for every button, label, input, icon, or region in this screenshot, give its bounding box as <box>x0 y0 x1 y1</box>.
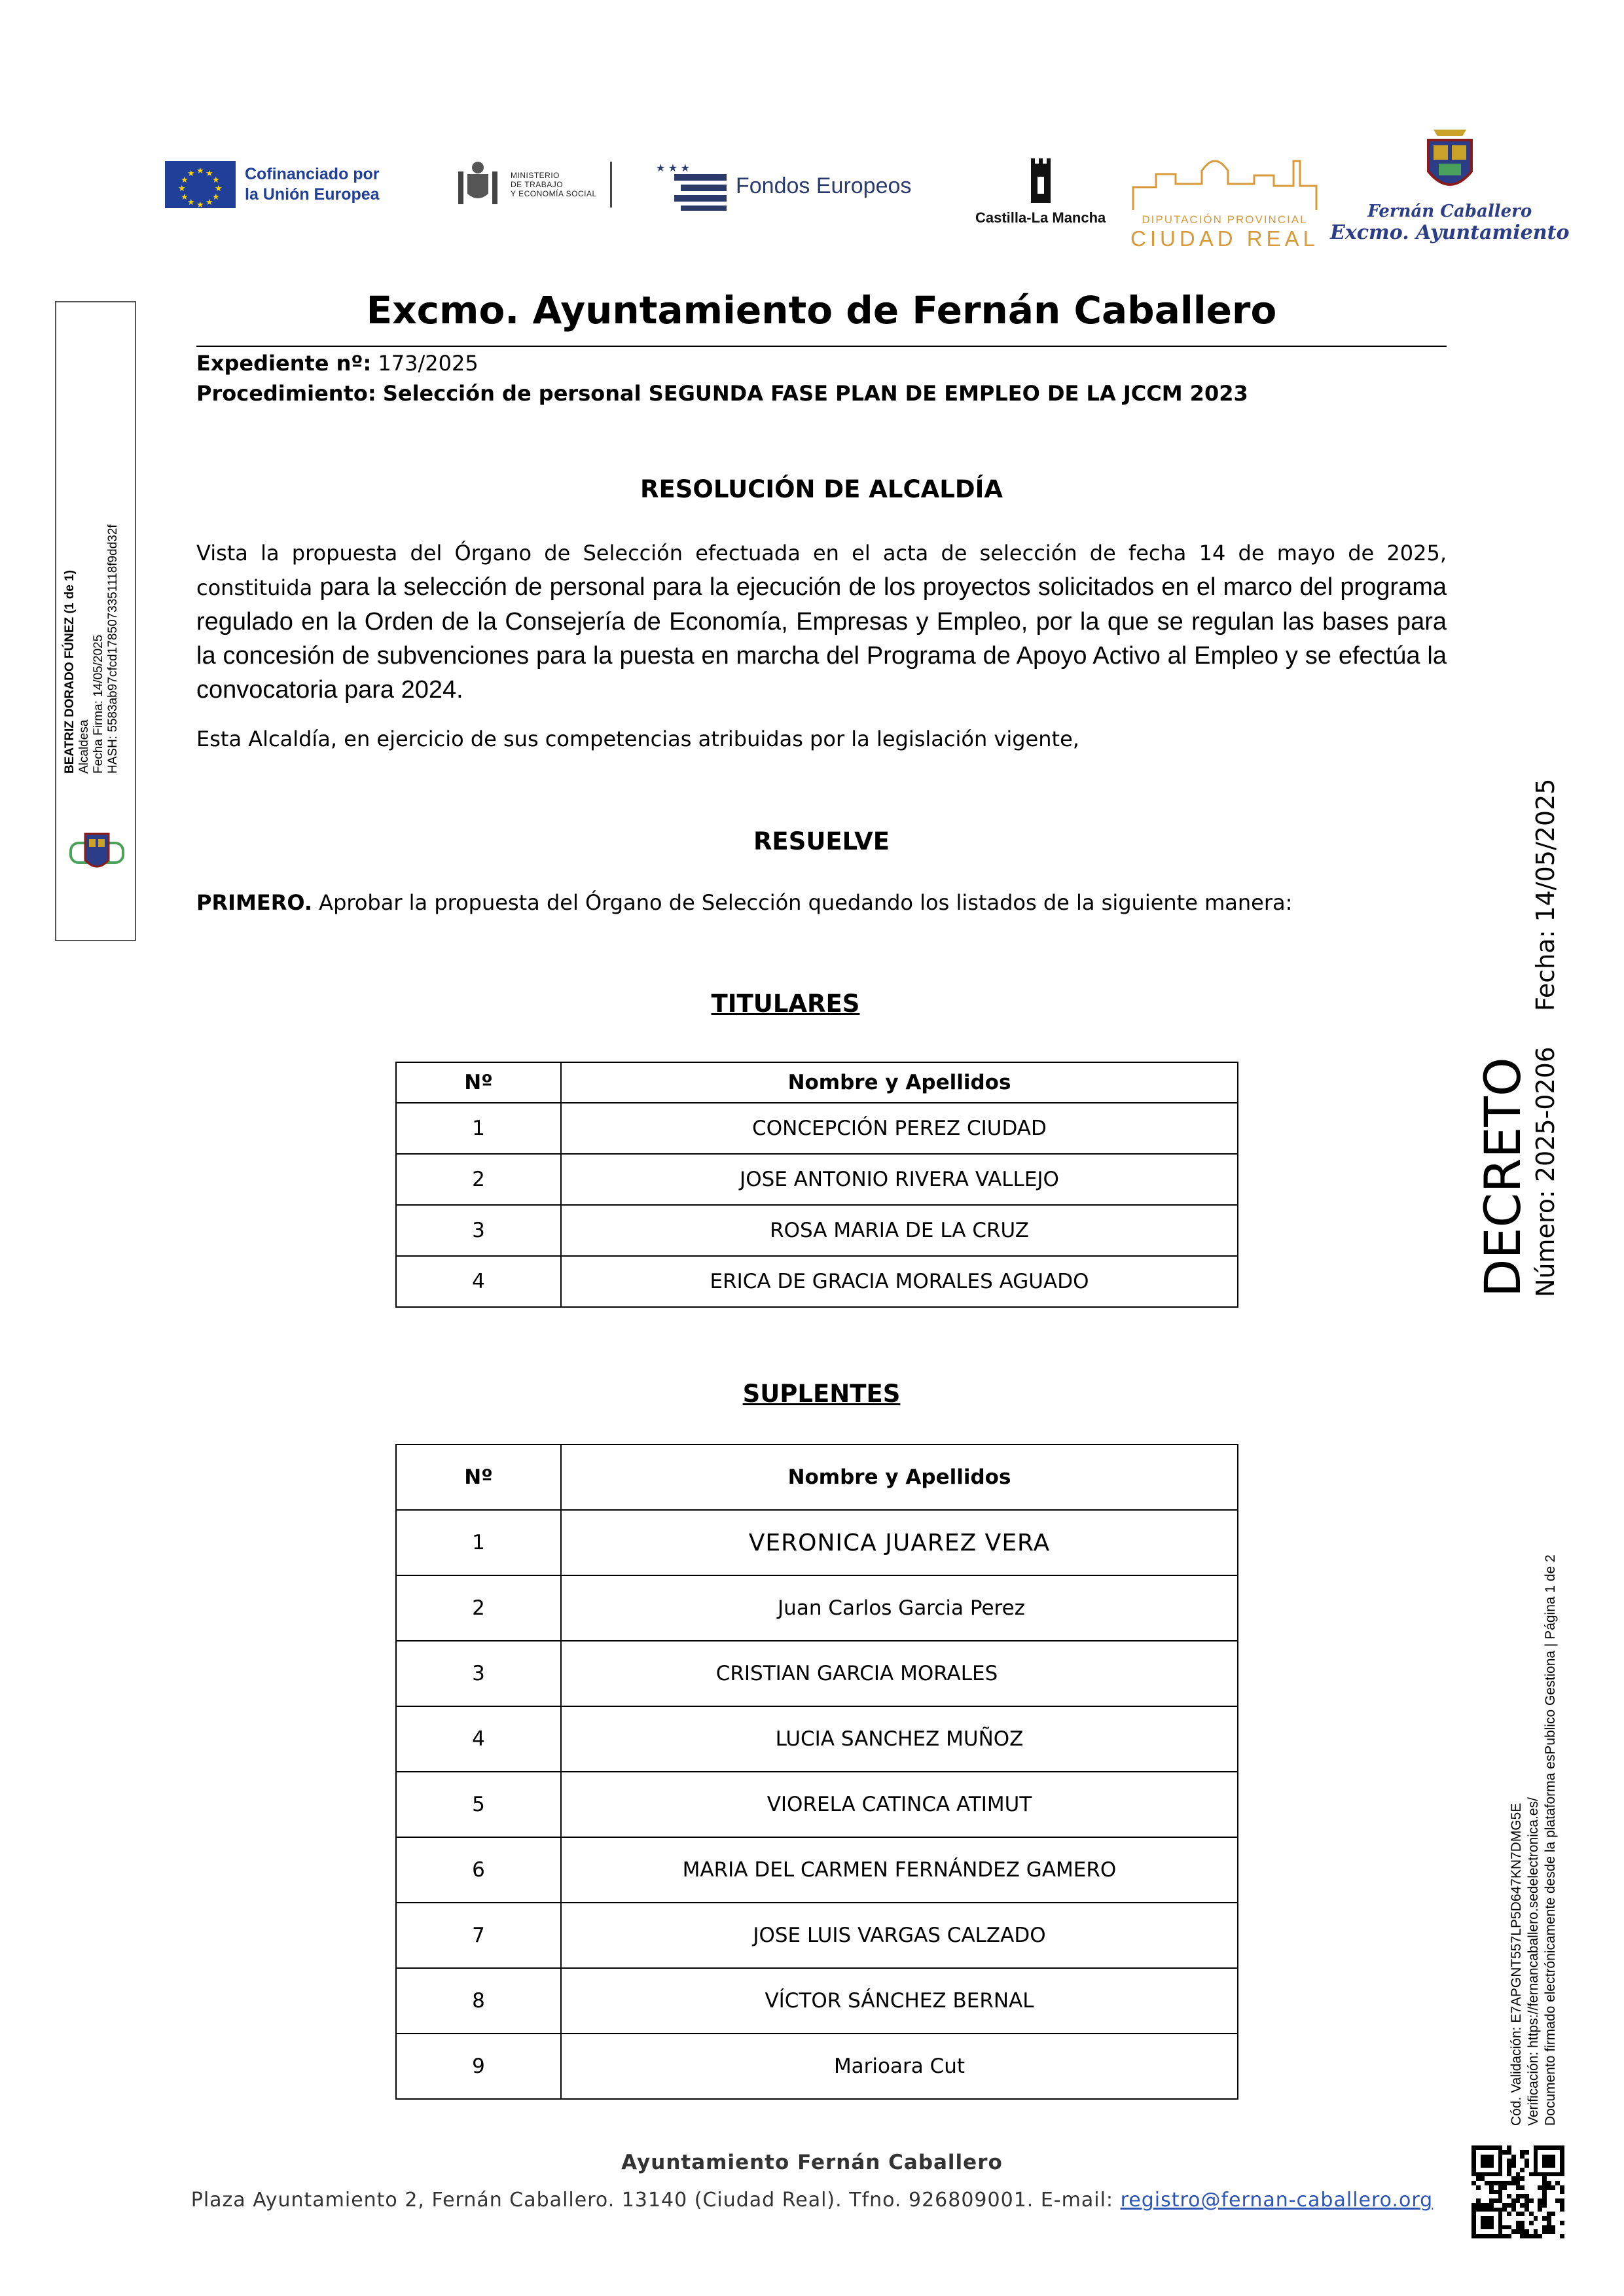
ministry-line3: Y ECONOMÍA SOCIAL <box>511 189 597 198</box>
titular-row <box>396 1205 1238 1256</box>
primero-text: Aprobar la propuesta del Órgano de Selección quedando los listados de la siguiente manera: <box>319 890 1293 915</box>
row-number: 8 <box>396 1968 561 2034</box>
suplente-row <box>396 1968 1238 2034</box>
ministry-line2: DE TRABAJO <box>511 180 564 189</box>
footer-address-line <box>0 2189 1624 2212</box>
paragraph-1-rest: para la selección de personal para la ejecución de los proyectos solicitados en el marco del programa regulado en la Orden de la Consejería de Economía, Empresas y Empleo, por la que se regulan las bases para la concesión de subvenciones para la puesta en marcha del Programa de Apoyo Activo al Empleo y se efectúa la convocatoria para 2024. <box>196 573 1447 704</box>
titulares-header-row <box>396 1062 1238 1103</box>
col-header-name: Nombre y Apellidos <box>561 1444 1238 1510</box>
row-name: CONCEPCIÓN PEREZ CIUDAD <box>561 1103 1238 1154</box>
ministry-line1: MINISTERIO <box>511 171 560 180</box>
row-number: 3 <box>396 1205 561 1256</box>
resolution-heading: RESOLUCIÓN DE ALCALDÍA <box>640 475 1003 503</box>
row-name: Juan Carlos Garcia Perez <box>561 1575 1238 1641</box>
row-number: 4 <box>396 1256 561 1307</box>
signature-box <box>55 301 136 941</box>
footer-email-link[interactable]: registro@fernan-caballero.org <box>1120 2189 1434 2212</box>
clm-text: Castilla-La Mancha <box>975 209 1106 226</box>
row-name: ERICA DE GRACIA MORALES AGUADO <box>561 1256 1238 1307</box>
signature-hash: HASH: 5583ab97cfcd1785073351118f9dd32f <box>106 524 120 774</box>
validation-block <box>1508 1554 1559 2126</box>
row-name: ROSA MARIA DE LA CRUZ <box>561 1205 1238 1256</box>
row-name: VERONICA JUAREZ VERA <box>561 1510 1238 1575</box>
paragraph-1-lead: Vista la propuesta del Órgano de Selección efectuada en el acta de selección de fecha 14 de mayo de 2025, constituida <box>196 541 1447 600</box>
row-name: MARIA DEL CARMEN FERNÁNDEZ GAMERO <box>561 1837 1238 1903</box>
paragraph-2: Esta Alcaldía, en ejercicio de sus competencias atribuidas por la legislación vigente, <box>196 726 1079 751</box>
fondos-europeos-icon <box>655 160 727 212</box>
row-number: 5 <box>396 1772 561 1837</box>
primero-label: PRIMERO. <box>196 890 312 915</box>
eu-cofinanced-logo <box>165 161 380 208</box>
primero-line <box>196 890 1447 915</box>
col-header-name: Nombre y Apellidos <box>561 1062 1238 1103</box>
titulares-table <box>395 1062 1238 1308</box>
decreto-label: DECRETO <box>1473 1057 1532 1297</box>
clm-castle-icon <box>1024 157 1057 209</box>
row-number: 2 <box>396 1575 561 1641</box>
titular-row <box>396 1256 1238 1307</box>
suplente-row <box>396 1706 1238 1772</box>
fc-script-line1: Fernán Caballero <box>1367 202 1532 221</box>
expediente-line <box>196 351 478 376</box>
suplente-row <box>396 2034 1238 2099</box>
expediente-value: 173/2025 <box>378 351 478 376</box>
castilla-la-mancha-logo <box>975 157 1106 226</box>
suplentes-header-row <box>396 1444 1238 1510</box>
eu-logo-line1: Cofinanciado por <box>245 165 380 183</box>
fondos-europeos-logo <box>655 160 911 212</box>
suplente-row <box>396 1903 1238 1968</box>
diputacion-skyline-icon <box>1130 148 1320 213</box>
suplente-row <box>396 1575 1238 1641</box>
row-number: 1 <box>396 1103 561 1154</box>
row-name: LUCIA SANCHEZ MUÑOZ <box>561 1706 1238 1772</box>
decreto-fecha: Fecha: 14/05/2025 <box>1531 778 1560 1011</box>
suplentes-heading: SUPLENTES <box>742 1380 901 1408</box>
validation-url: Verificación: https://fernancaballero.sedelectronica.es/ <box>1526 1797 1541 2126</box>
document-title: Excmo. Ayuntamiento de Fernán Caballero <box>366 288 1277 332</box>
row-name: Marioara Cut <box>561 2034 1238 2099</box>
decreto-stamp <box>1473 1057 1532 1297</box>
footer-address: Plaza Ayuntamiento 2, Fernán Caballero. 13140 (Ciudad Real). Tfno. 926809001. E-mail: <box>190 2189 1114 2212</box>
signer-role: Alcaldesa <box>77 719 91 774</box>
col-header-num: Nº <box>396 1444 561 1510</box>
eu-flag-icon: ★ ★ ★ ★ ★ ★ ★ ★ ★ ★ ★ ★ <box>165 161 236 208</box>
diputacion-big-text: CIUDAD REAL <box>1130 226 1319 251</box>
suplente-row <box>396 1510 1238 1575</box>
expediente-label: Expediente nº: <box>196 351 372 376</box>
row-number: 2 <box>396 1154 561 1205</box>
procedimiento-line <box>196 381 1248 406</box>
procedimiento-label: Procedimiento: <box>196 381 376 406</box>
row-name: JOSE LUIS VARGAS CALZADO <box>561 1903 1238 1968</box>
resuelve-heading: RESUELVE <box>753 827 890 855</box>
ministry-logo <box>452 158 612 211</box>
decreto-meta <box>1532 779 1559 1297</box>
row-number: 6 <box>396 1837 561 1903</box>
diputacion-small-text: DIPUTACIÓN PROVINCIAL <box>1142 213 1308 226</box>
row-number: 7 <box>396 1903 561 1968</box>
suplente-row <box>396 1772 1238 1837</box>
row-name: JOSE ANTONIO RIVERA VALLEJO <box>561 1154 1238 1205</box>
row-name: VIORELA CATINCA ATIMUT <box>561 1772 1238 1837</box>
footer-title: Ayuntamiento Fernán Caballero <box>621 2151 1003 2174</box>
fondos-europeos-text: Fondos Europeos <box>736 173 912 198</box>
eu-logo-line2: la Unión Europea <box>245 185 380 204</box>
diputacion-logo <box>1130 148 1320 251</box>
procedimiento-value: Selección de personal SEGUNDA FASE PLAN DE EMPLEO DE LA JCCM 2023 <box>382 381 1248 406</box>
signature-date: Fecha Firma: 14/05/2025 <box>92 634 105 774</box>
titular-row <box>396 1103 1238 1154</box>
validation-code: Cód. Validación: E7APGNT557LP5D647KN7DMG5E <box>1509 1803 1524 2126</box>
row-name: VÍCTOR SÁNCHEZ BERNAL <box>561 1968 1238 2034</box>
paragraph-1 <box>196 535 1447 707</box>
row-number: 1 <box>396 1510 561 1575</box>
ministry-divider <box>610 162 612 207</box>
titular-row <box>396 1154 1238 1205</box>
fernan-caballero-logo <box>1330 123 1569 244</box>
row-name: CRISTIAN GARCIA MORALES <box>561 1641 1238 1706</box>
suplente-row <box>396 1641 1238 1706</box>
row-number: 4 <box>396 1706 561 1772</box>
signer-name: BEATRIZ DORADO FÚNEZ (1 de 1) <box>63 569 77 774</box>
fc-script-line2: Excmo. Ayuntamiento <box>1330 221 1570 244</box>
signature-crest-icon <box>67 830 127 876</box>
title-divider <box>196 346 1447 347</box>
row-number: 3 <box>396 1641 561 1706</box>
col-header-num: Nº <box>396 1062 561 1103</box>
validation-note: Documento firmado electrónicamente desde la plataforma esPublico Gestiona | Página 1 de 2 <box>1543 1554 1558 2126</box>
titulares-heading: TITULARES <box>711 990 860 1018</box>
spain-coat-of-arms-icon <box>452 158 504 211</box>
row-number: 9 <box>396 2034 561 2099</box>
decreto-numero: Número: 2025-0206 <box>1531 1047 1560 1297</box>
svg-text:★ ★ ★: ★ ★ ★ <box>656 163 690 174</box>
suplente-row <box>396 1837 1238 1903</box>
suplentes-table <box>395 1444 1238 2100</box>
signature-text <box>63 524 120 774</box>
fernan-caballero-crest-icon <box>1420 123 1479 202</box>
